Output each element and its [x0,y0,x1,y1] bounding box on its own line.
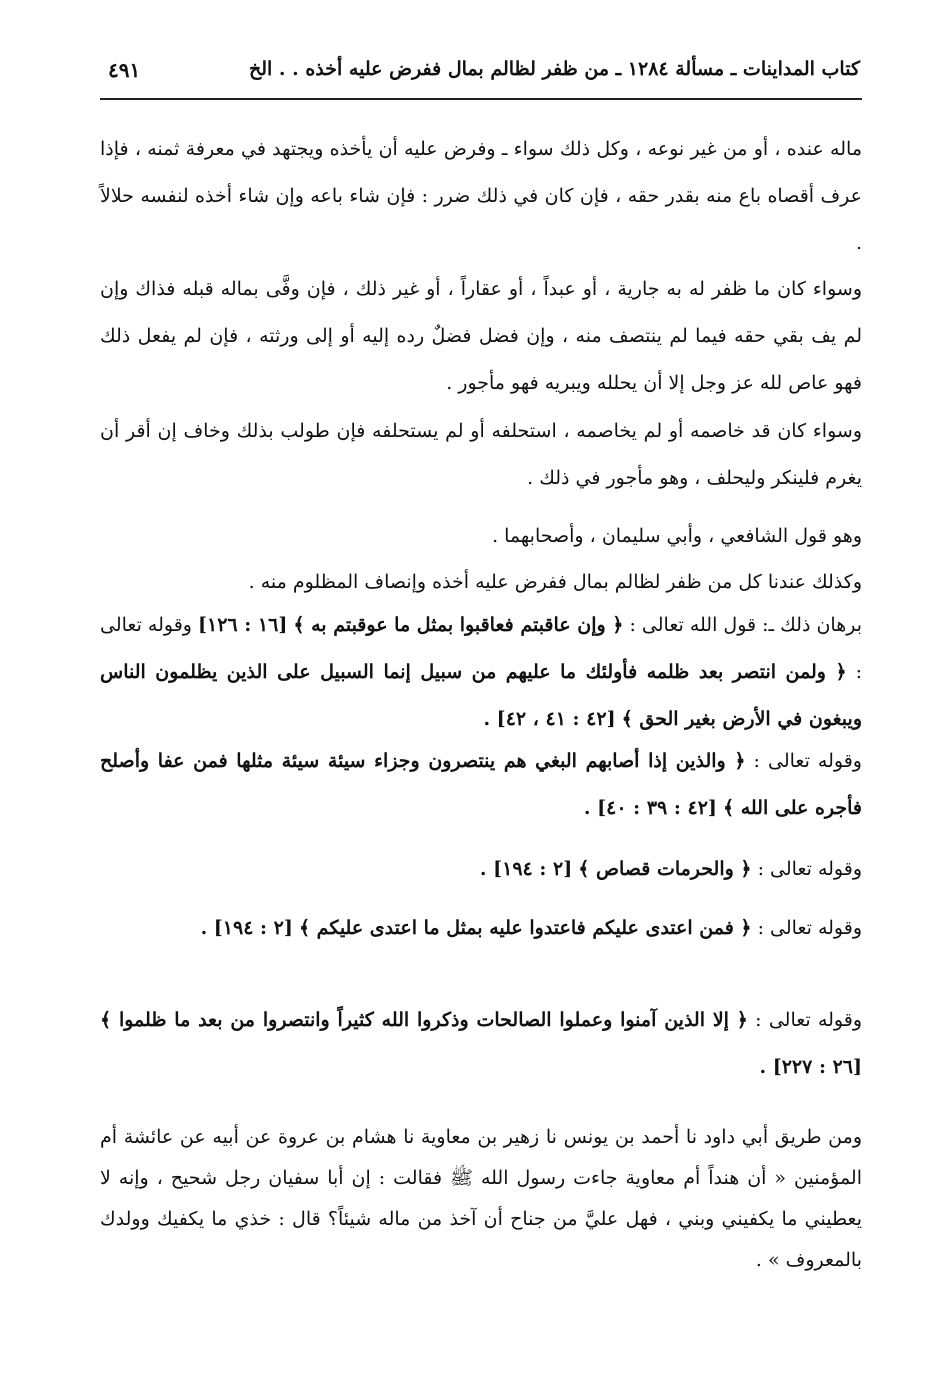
running-header [100,54,860,96]
paragraph-verse-5 [100,997,862,1091]
paragraph-verse-2 [100,738,862,832]
paragraph-3: وسواء كان قد خاصمه أو لم يخاصمه ، استحلفه أو لم يستحلفه فإن طولب بذلك وخاف إن أقر أن يغرم فلينكر وليحلف ، وهو مأجور في ذلك . [100,420,862,489]
quran-quote: ﴿ إلا الذين آمنوا وعملوا الصالحات وذكروا الله كثيراً وانتصروا من بعد ما ظلموا ﴾ [100,1009,748,1031]
paragraph-verse-4 [100,905,862,952]
verse-reference: [٤٢ : ٣٩ : ٤٠] . [583,797,717,819]
header-divider [100,98,862,100]
verse-reference: [٢ : ١٩٤] . [200,917,293,939]
quote-intro: وقوله تعالى : [753,750,862,772]
paragraph-1: ماله عنده ، أو من غير نوعه ، وكل ذلك سواء ـ وفرض عليه أن يأخذه ويجتهد في معرفة ثمنه ، فإذا عرف أقصاه باع منه بقدر حقه ، فإن كان في ذلك ضرر : فإن شاء باعه وإن شاء أخذه لنفسه حلالاً . [100,138,862,254]
page-number: ٤٩١ [108,58,141,82]
paragraph-5: وكذلك عندنا كل من ظفر لظالم بمال ففرض عليه أخذه وإنصاف المظلوم منه . [248,571,862,593]
quran-quote: ﴿ فمن اعتدى عليكم فاعتدوا عليه بمثل ما اعتدى عليكم ﴾ [298,917,752,939]
paragraph-verse-3 [100,846,862,893]
quote-intro: وقوله تعالى : [755,1009,863,1031]
verse-reference: [٢ : ١٩٤] . [479,858,573,880]
paragraph-proof [100,602,862,743]
paragraph-4: وهو قول الشافعي ، وأبي سليمان ، وأصحابهما . [492,525,862,547]
quran-quote: ﴿ والحرمات قصاص ﴾ [578,858,752,880]
quote-intro: وقوله تعالى : [100,614,862,683]
paragraph-hadith: ومن طريق أبي داود نا أحمد بن يونس نا زهير بن معاوية نا هشام بن عروة عن أبيه عن عائشة أم المؤمنين « أن هنداً أم معاوية جاءت رسول الله ﷺ فقالت : إن أبا سفيان رجل شحيح ، وإنه لا يعطيني ما يكفيني وبني ، فهل عليَّ من جناح أن آخذ من ماله شيئاً؟ قال : خذي ما يكفيك وولدك بالمعروف » . [100,1126,862,1271]
paragraph-2: وسواء كان ما ظفر له به جارية ، أو عبداً ، أو عقاراً ، أو غير ذلك ، فإن وفَّى بماله قبله فذاك وإن لم يف بقي حقه فيما لم ينتصف منه ، وإن فضل فضلٌ رده إليه أو إلى ورثته ، فإن لم يفعل ذلك فهو عاص لله عز وجل إلا أن يحلله ويبريه فهو مأجور . [100,278,863,394]
header-title: كتاب المداينات ـ مسألة ١٢٨٤ ـ من ظفر لظالم بمال ففرض عليه أخذه . . الخ [248,58,860,80]
quran-quote: ﴿ والذين إذا أصابهم البغي هم ينتصرون وجزاء سيئة سيئة مثلها فمن عفا وأصلح فأجره على الله ﴾ [100,750,862,819]
verse-reference: [١٦ : ١٢٦] [198,614,288,636]
quote-intro: وقوله تعالى : [757,917,862,939]
quran-quote: ﴿ ولمن انتصر بعد ظلمه فأولئك ما عليهم من سبيل إنما السبيل على الذين يظلمون الناس ويبغون في الأرض بغير الحق ﴾ [100,661,862,730]
proof-intro: برهان ذلك ـ: قول الله تعالى : [629,614,862,636]
quran-quote: ﴿ وإن عاقبتم فعاقبوا بمثل ما عوقبتم به ﴾ [293,614,624,636]
quote-intro: وقوله تعالى : [757,858,862,880]
verse-reference: [٤٢ : ٤١ ، ٤٢] . [483,708,616,730]
verse-reference: [٢٦ : ٢٢٧] . [759,1056,862,1078]
